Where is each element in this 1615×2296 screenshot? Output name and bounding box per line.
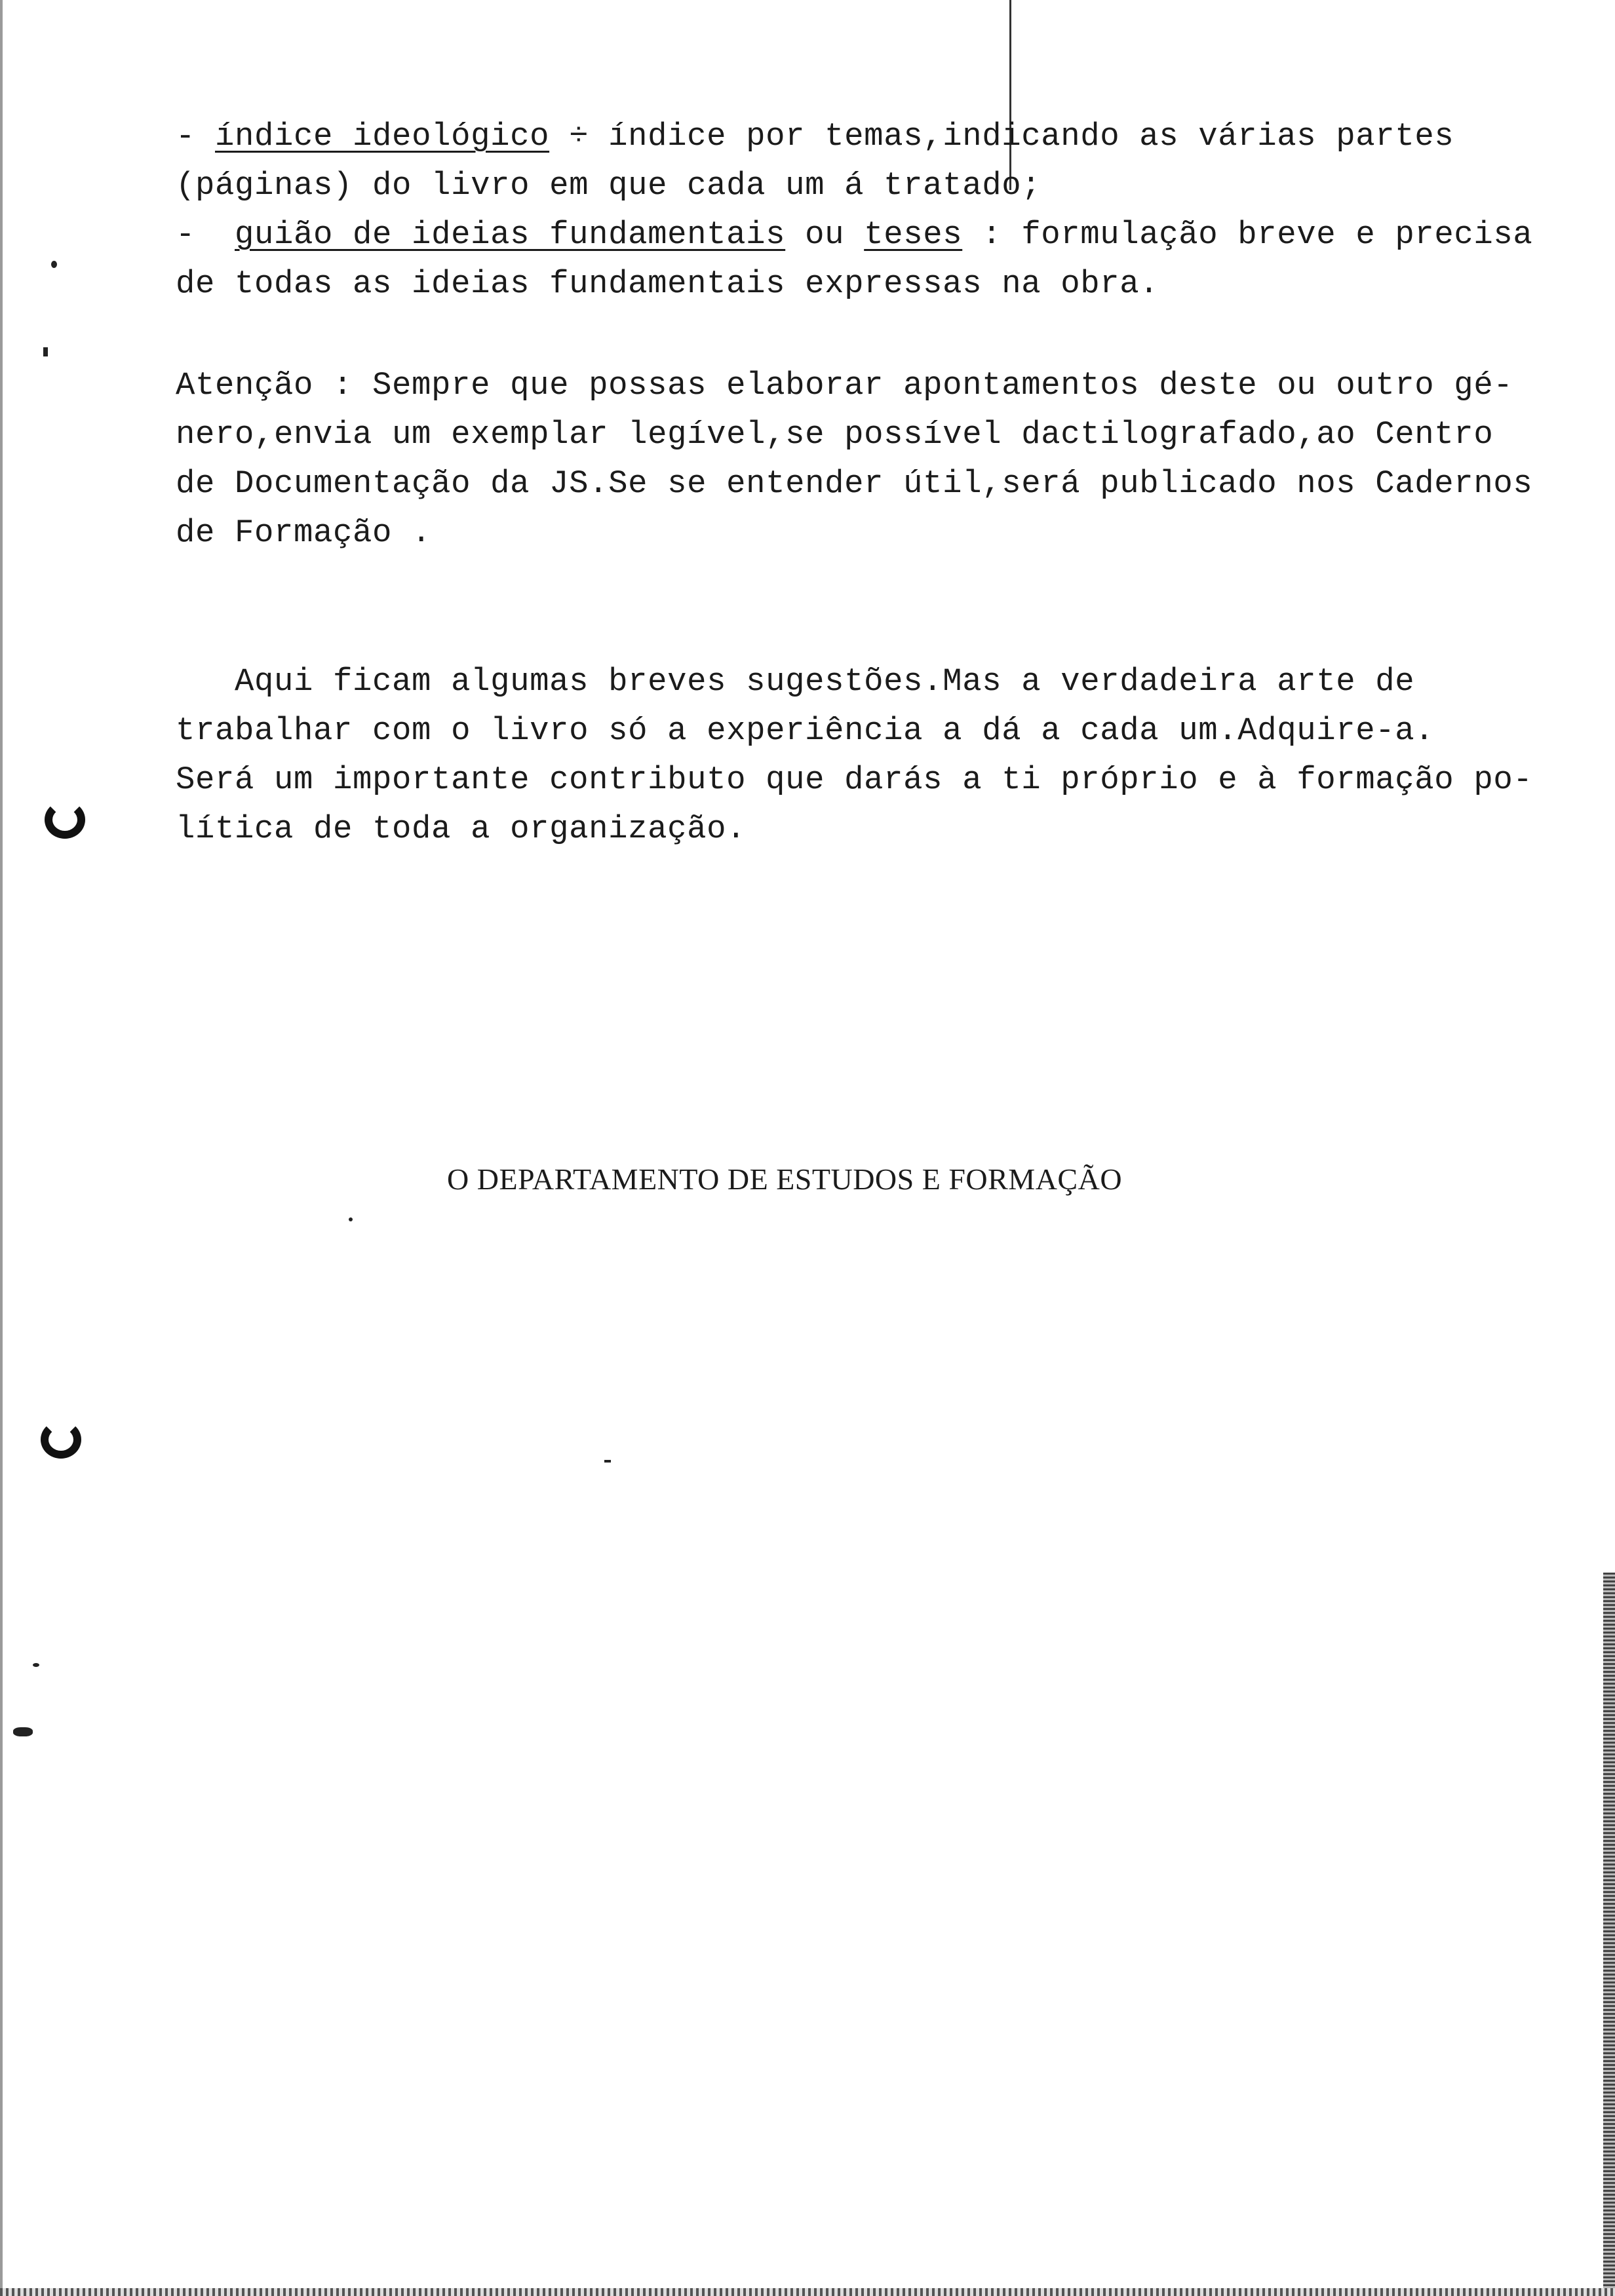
text-line: - índice ideológico ÷ índice por temas,indicando as várias partes [176, 118, 1454, 155]
text-line: Atenção : Sempre que possas elaborar apontamentos deste ou outro gé- [176, 367, 1513, 404]
text-line: - guião de ideias fundamentais ou teses : formulação breve e precisa [176, 216, 1533, 253]
text-line: de Documentação da JS.Se se entender útil,será publicado nos Cadernos [176, 465, 1533, 502]
text-line: de todas as ideias fundamentais expressas na obra. [176, 265, 1159, 302]
scan-speck [349, 1217, 353, 1221]
term-indice-ideologico: índice ideológico [215, 118, 550, 155]
scan-speck [51, 261, 57, 268]
text-line: trabalhar com o livro só a experiência a dá a cada um.Adquire-a. [176, 712, 1435, 749]
term-guiao-de-ideias: guião de ideias fundamentais [235, 216, 786, 253]
scan-left-edge [0, 0, 3, 2296]
scan-right-edge [1603, 1573, 1615, 2296]
signature-line: O DEPARTAMENTO DE ESTUDOS E FORMAÇÃO [447, 1162, 1123, 1196]
scan-speck [13, 1727, 33, 1736]
scan-fold-line [1009, 0, 1011, 190]
text-line: de Formação . [176, 514, 432, 551]
scan-speck [604, 1460, 611, 1463]
text-line: Será um importante contributo que darás a ti próprio e à formação po- [176, 761, 1533, 798]
text-line: nero,envia um exemplar legível,se possível dactilografado,ao Centro [176, 416, 1494, 453]
text-line: Aqui ficam algumas breves sugestões.Mas a verdadeira arte de [176, 663, 1415, 700]
punch-hole-bottom [41, 1421, 81, 1459]
punch-hole-top [45, 801, 85, 839]
scan-speck [43, 347, 48, 356]
scan-bottom-edge [0, 2288, 1615, 2296]
text-line: (páginas) do livro em que cada um á tratado; [176, 167, 1041, 204]
scan-speck [33, 1663, 39, 1667]
text-line: lítica de toda a organização. [176, 811, 747, 847]
term-teses: teses [864, 216, 963, 253]
